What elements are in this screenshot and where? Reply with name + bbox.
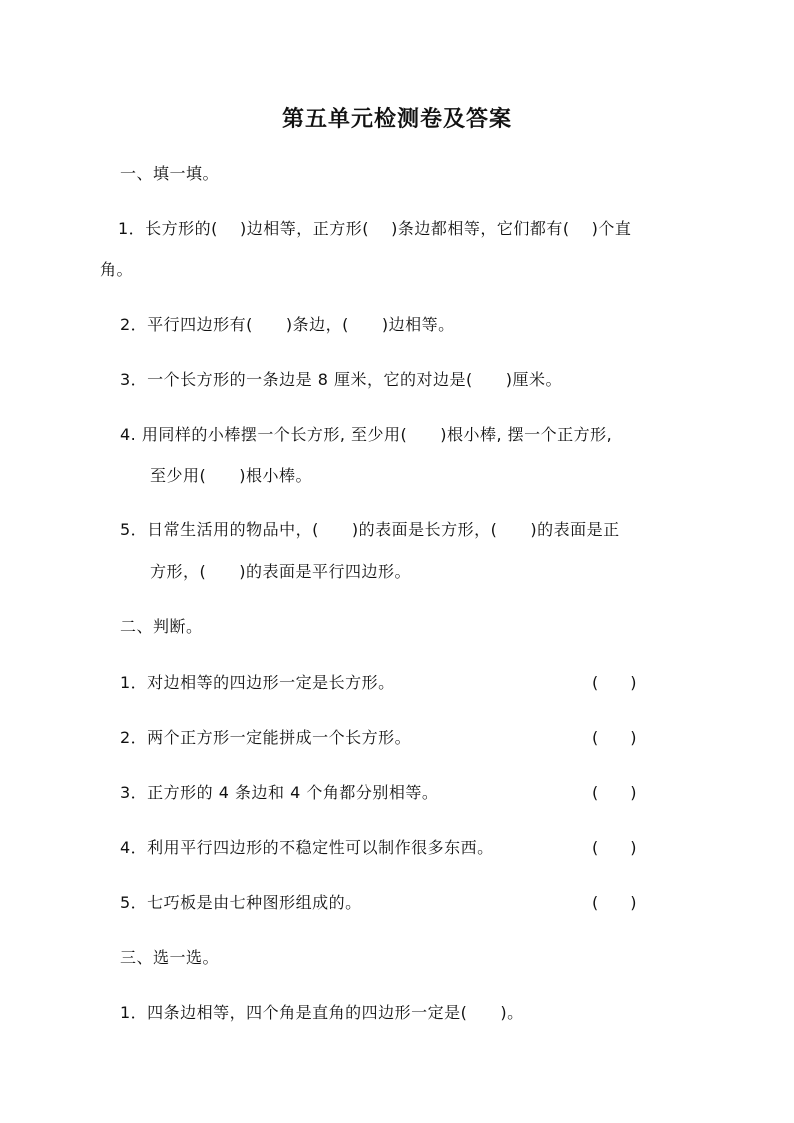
judge-item-2: 2．两个正方形一定能拼成一个长方形。 <box>120 728 412 747</box>
answer-blank-2[interactable]: ( ) <box>592 728 637 747</box>
judge-item-4: 4．利用平行四边形的不稳定性可以制作很多东西。 <box>120 838 494 857</box>
judge-item-1: 1．对边相等的四边形一定是长方形。 <box>120 673 395 692</box>
judge-item-5: 5．七巧板是由七种图形组成的。 <box>120 893 362 912</box>
section-heading-choose: 三、选一选。 <box>120 948 220 967</box>
section-heading-judge: 二、判断。 <box>120 617 203 636</box>
page-title: 第五单元检测卷及答案 <box>281 107 512 132</box>
question-2: 2．平行四边形有( )条边，( )边相等。 <box>120 315 455 334</box>
question-4-line-1: 4. 用同样的小棒摆一个长方形, 至少用( )根小棒, 摆一个正方形, <box>120 425 613 444</box>
answer-blank-5[interactable]: ( ) <box>592 893 637 912</box>
question-5-line-1: 5．日常生活用的物品中，( )的表面是长方形，( )的表面是正 <box>120 520 620 539</box>
choose-question-1: 1．四条边相等，四个角是直角的四边形一定是( )。 <box>120 1003 524 1022</box>
question-5-line-2: 方形，( )的表面是平行四边形。 <box>150 562 411 581</box>
judge-item-3: 3．正方形的 4 条边和 4 个角都分别相等。 <box>120 783 439 802</box>
question-3: 3．一个长方形的一条边是 8 厘米，它的对边是( )厘米。 <box>120 370 563 389</box>
question-1-line-2: 角。 <box>100 260 134 279</box>
question-1-line-1: 1．长方形的( )边相等，正方形( )条边都相等，它们都有( )个直 <box>118 219 632 238</box>
answer-blank-4[interactable]: ( ) <box>592 838 637 857</box>
section-heading-fill: 一、填一填。 <box>120 164 220 183</box>
answer-blank-1[interactable]: ( ) <box>592 673 637 692</box>
question-4-line-2: 至少用( )根小棒。 <box>150 466 312 485</box>
answer-blank-3[interactable]: ( ) <box>592 783 637 802</box>
